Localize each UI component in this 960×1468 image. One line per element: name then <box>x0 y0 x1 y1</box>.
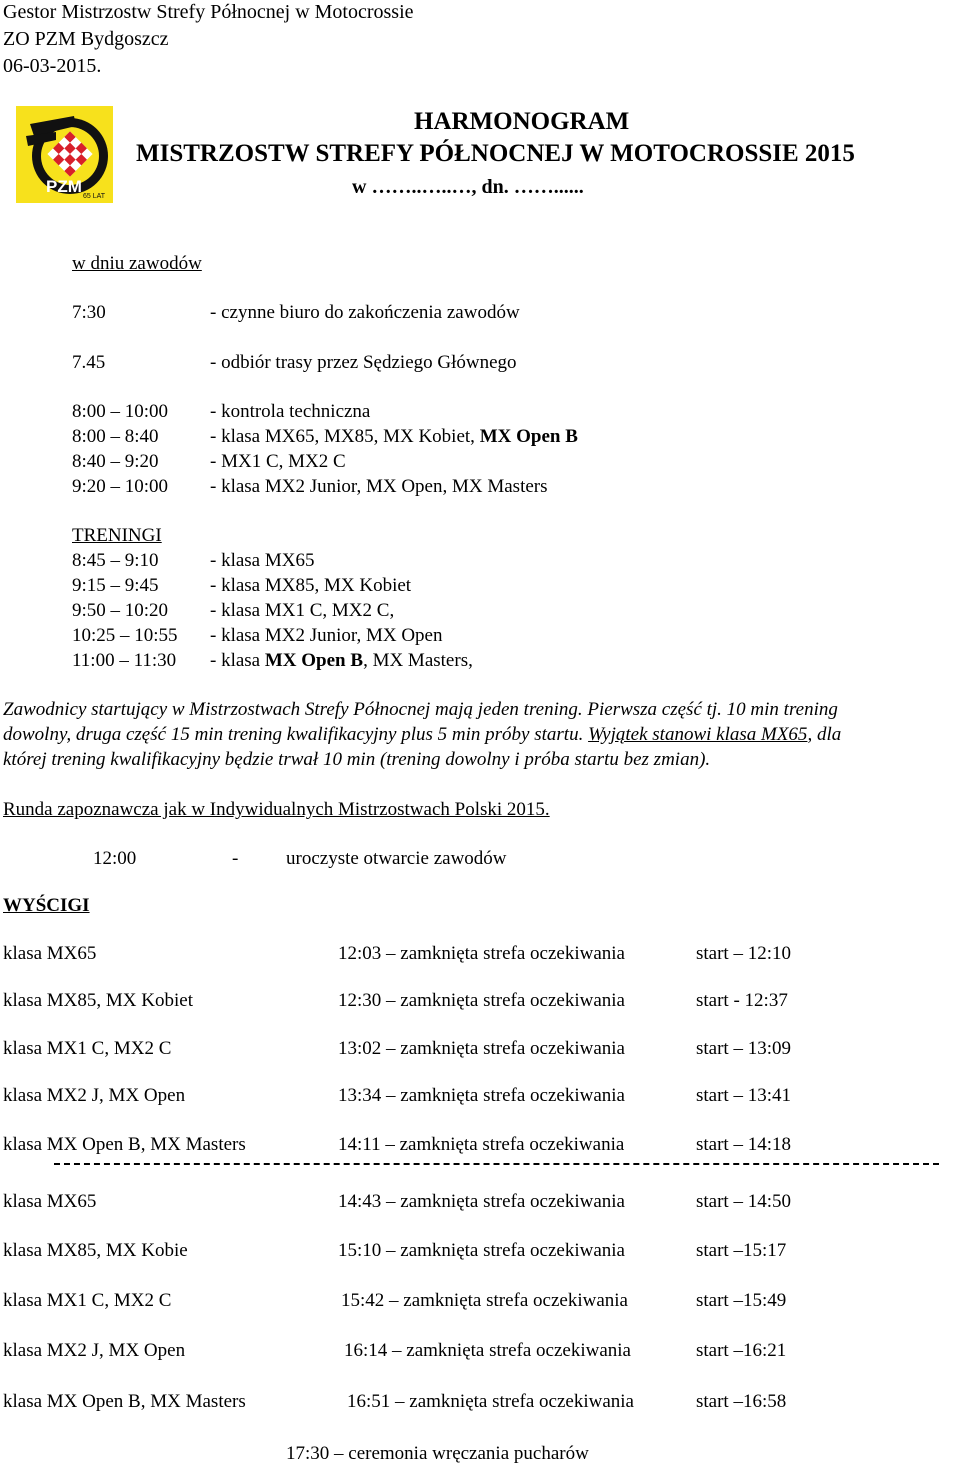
logo-subtext: 65 LAT <box>82 193 106 200</box>
race-class: klasa MX85, MX Kobiet <box>3 990 193 1011</box>
training-desc: - klasa MX1 C, MX2 C, <box>210 600 395 621</box>
training-time: 11:00 – 11:30 <box>72 650 177 671</box>
mx65-exception: Wyjątek stanowi klasa MX65 <box>588 724 808 745</box>
race-zone: 12:03 – zamknięta strefa oczekiwania <box>338 943 625 964</box>
race-start: start –15:17 <box>696 1240 787 1261</box>
training-desc: - klasa MX2 Junior, MX Open <box>210 625 443 646</box>
training-time: 9:15 – 9:45 <box>72 575 159 596</box>
race-start: start – 13:41 <box>696 1085 791 1106</box>
open-b-bold: MX Open B <box>264 650 364 671</box>
note-line: której trening kwalifikacyjny będzie trwał 10 min (trening dowolny i próba startu bez zmian). <box>3 749 711 770</box>
pzm-logo <box>16 106 113 203</box>
intro-round: Runda zapoznawcza jak w Indywidualnych Mistrzostwach Polski 2015. <box>3 799 550 820</box>
note-line: dowolny, druga część 15 min trening kwalifikacyjny plus 5 min próby startu. Wyjątek stanowi klasa MX65, dla <box>3 724 842 745</box>
races-header: WYŚCIGI <box>3 895 90 916</box>
training-desc: - klasa MX65 <box>210 550 315 571</box>
separator-dashes <box>54 1163 939 1165</box>
race-start: start –16:58 <box>696 1391 787 1412</box>
day-item-time: 8:40 – 9:20 <box>72 451 159 472</box>
race-class: klasa MX Open B, MX Masters <box>3 1134 246 1155</box>
race-zone: 16:14 – zamknięta strefa oczekiwania <box>344 1340 631 1361</box>
race-zone: 13:02 – zamknięta strefa oczekiwania <box>338 1038 625 1059</box>
day-item-time: 7:30 <box>72 302 106 323</box>
race-start: start –15:49 <box>696 1290 787 1311</box>
organizer-line: Gestor Mistrzostw Strefy Północnej w Motocrossie <box>3 1 414 23</box>
day-item-time: 8:00 – 8:40 <box>72 426 159 447</box>
day-item-time: 7.45 <box>72 352 106 373</box>
doc-subtitle: MISTRZOSTW STREFY PÓŁNOCNEJ W MOTOCROSSIE 2015 <box>136 140 855 167</box>
race-class: klasa MX2 J, MX Open <box>3 1085 186 1106</box>
race-start: start – 13:09 <box>696 1038 791 1059</box>
race-zone: 14:43 – zamknięta strefa oczekiwania <box>338 1191 625 1212</box>
race-zone: 13:34 – zamknięta strefa oczekiwania <box>338 1085 625 1106</box>
day-item-time: 8:00 – 10:00 <box>72 401 169 422</box>
day-item-desc: - klasa MX65, MX85, MX Kobiet, MX Open B <box>210 426 578 447</box>
race-class: klasa MX65 <box>3 1191 97 1212</box>
race-class: klasa MX65 <box>3 943 97 964</box>
opening-time: 12:00 <box>93 848 137 869</box>
note-line: Zawodnicy startujący w Mistrzostwach Strefy Północnej mają jeden trening. Pierwsza część tj. 10 min trening <box>3 699 838 720</box>
day-item-desc: - klasa MX2 Junior, MX Open, MX Masters <box>210 476 548 497</box>
day-item-desc: - kontrola techniczna <box>210 401 371 422</box>
training-time: 9:50 – 10:20 <box>72 600 169 621</box>
race-class: klasa MX85, MX Kobie <box>3 1240 188 1261</box>
race-class: klasa MX1 C, MX2 C <box>3 1038 172 1059</box>
organizer-subline: ZO PZM Bydgoszcz <box>3 28 169 50</box>
training-time: 10:25 – 10:55 <box>72 625 178 646</box>
opening-dash: - <box>232 848 239 869</box>
race-zone: 14:11 – zamknięta strefa oczekiwania <box>338 1134 625 1155</box>
training-desc: - klasa MX85, MX Kobiet <box>210 575 412 596</box>
opening-desc: uroczyste otwarcie zawodów <box>286 848 507 869</box>
day-header: w dniu zawodów <box>72 253 202 274</box>
training-desc: - klasa MX Open B, MX Masters, <box>210 650 473 671</box>
race-start: start – 12:10 <box>696 943 791 964</box>
race-class: klasa MX Open B, MX Masters <box>3 1391 246 1412</box>
race-zone: 15:10 – zamknięta strefa oczekiwania <box>338 1240 625 1261</box>
race-start: start - 12:37 <box>696 990 788 1011</box>
race-class: klasa MX2 J, MX Open <box>3 1340 186 1361</box>
doc-title: HARMONOGRAM <box>414 108 630 135</box>
day-item-time: 9:20 – 10:00 <box>72 476 169 497</box>
logo-text: PZM <box>46 177 82 196</box>
trainings-header: TRENINGI <box>72 525 162 546</box>
race-zone: 15:42 – zamknięta strefa oczekiwania <box>341 1290 628 1311</box>
race-start: start –16:21 <box>696 1340 787 1361</box>
race-class: klasa MX1 C, MX2 C <box>3 1290 172 1311</box>
open-b-bold: MX Open B <box>479 426 578 447</box>
day-item-desc: - czynne biuro do zakończenia zawodów <box>210 302 520 323</box>
closing-ceremony: 17:30 – ceremonia wręczania pucharów <box>286 1443 589 1464</box>
race-start: start – 14:18 <box>696 1134 791 1155</box>
day-item-desc: - odbiór trasy przez Sędziego Głównego <box>210 352 517 373</box>
race-zone: 16:51 – zamknięta strefa oczekiwania <box>347 1391 634 1412</box>
day-item-desc: - MX1 C, MX2 C <box>210 451 346 472</box>
training-time: 8:45 – 9:10 <box>72 550 159 571</box>
doc-place-date: w ……..…..…, dn. ……...... <box>352 176 584 198</box>
race-start: start – 14:50 <box>696 1191 791 1212</box>
document-date: 06-03-2015. <box>3 55 102 77</box>
race-zone: 12:30 – zamknięta strefa oczekiwania <box>338 990 625 1011</box>
